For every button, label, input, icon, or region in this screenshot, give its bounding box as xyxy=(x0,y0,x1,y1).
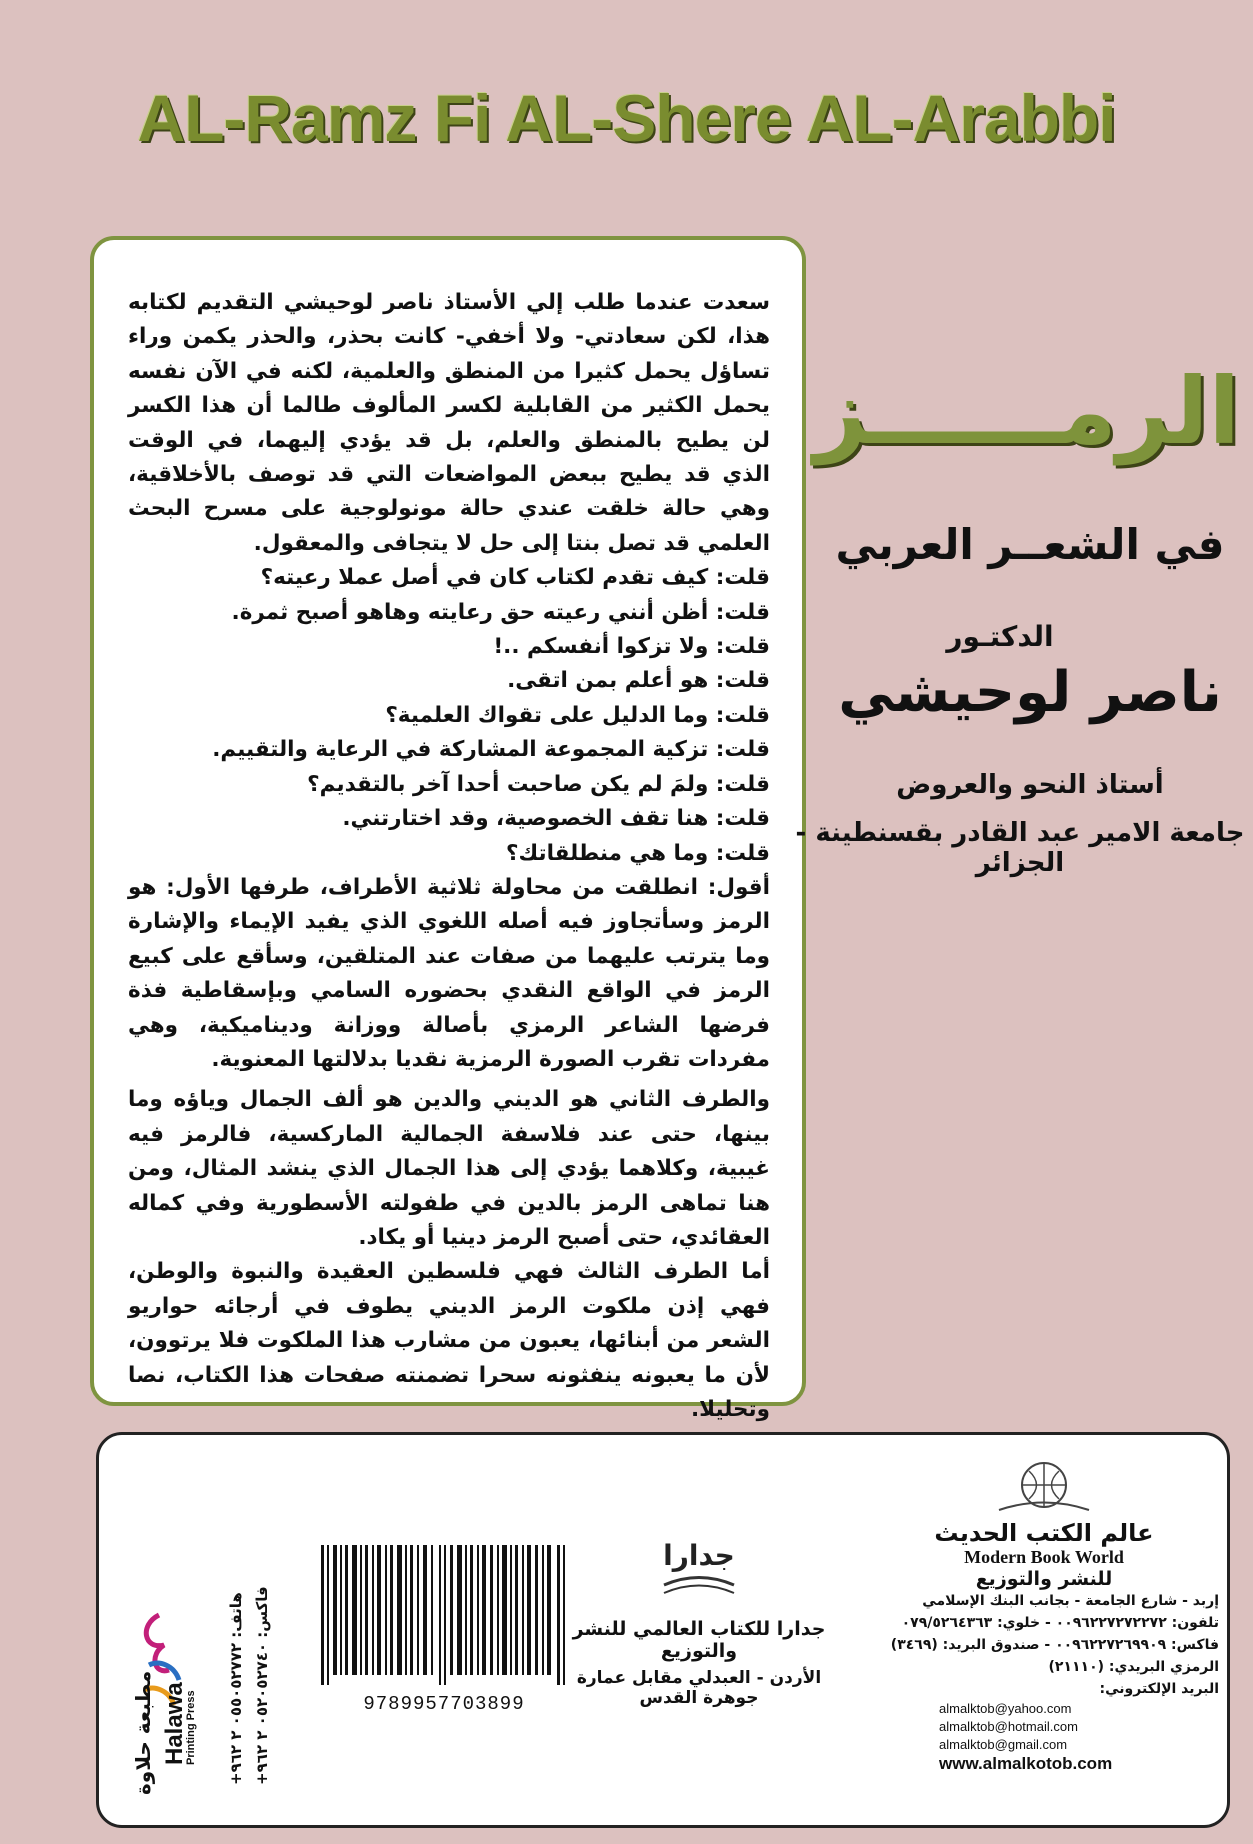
jadara-block xyxy=(549,1515,849,1708)
printer-name-ar: مطبعة حلاوة xyxy=(131,1670,155,1795)
isbn-number: 9789957703899 xyxy=(363,1693,525,1715)
latin-title: AL-Ramz Fi AL-Shere AL-Arabbi xyxy=(137,81,1116,155)
dialogue-line: قلت: أظن أنني رعيته حق رعايته وهاهو أصبح ثمرة. xyxy=(231,599,770,625)
dialogue-line: قلت: هنا تقف الخصوصية، وقد اختارتني. xyxy=(342,806,770,832)
dialogue-line: قلت: وما الدليل على تقواك العلمية؟ xyxy=(385,702,770,728)
footer-box xyxy=(96,1432,1230,1828)
publisher-email[interactable]: almalktob@yahoo.com xyxy=(939,1701,1072,1716)
publisher-logo xyxy=(869,1455,1219,1547)
publisher-block xyxy=(869,1455,1219,1774)
publisher-postal: الرمزي البريدي: (٢١١١٠) xyxy=(1048,1659,1219,1675)
publisher-email[interactable]: almalktob@gmail.com xyxy=(939,1737,1068,1752)
publisher-phone: تلفون: ٠٠٩٦٢٢٧٢٧٢٢٧٢ - خلوي: ٠٧٩/٥٢٦٤٣٦٣ xyxy=(901,1615,1219,1631)
author-name: ناصر لوحيشي xyxy=(838,660,1222,725)
printer-fax: فاكس: ٠٥٢٠٥٢٧٤٠ ٢ ٩٦٢+ xyxy=(253,1586,271,1785)
publisher-address: إربد - شارع الجامعة - بجانب البنك الإسلامي xyxy=(922,1593,1219,1609)
publisher-fax: فاكس: ٠٠٩٦٢٢٧٢٦٩٩٠٩ - صندوق البريد: (٣٤٦٩) xyxy=(890,1637,1219,1653)
dialogue-line: قلت: تزكية المجموعة المشاركة في الرعاية والتقييم. xyxy=(212,737,770,763)
jadara-name: جدارا للكتاب العالمي للنشر والتوزيع xyxy=(572,1618,826,1662)
publisher-email-label: البريد الإلكتروني: xyxy=(1099,1681,1219,1697)
printer-phone: هاتف: ٠٥٥٠٥٢٧٧٢ ٢ ٩٦٢+ xyxy=(227,1592,245,1785)
author-label: الدكتـور xyxy=(946,620,1054,653)
publisher-email[interactable]: almalktob@hotmail.com xyxy=(939,1719,1078,1734)
publisher-tagline: للنشر والتوزيع xyxy=(975,1568,1113,1590)
blurb-paragraph-3: أما الطرف الثالث فهي فلسطين العقيدة والنبوة والوطن، فهي إذن ملكوت الرمز الديني يطوف في أرجائه حواريو الشعر من أبنائها، يعبون من مشارب هذا الملكوت فلا يرتوون، لأن ما يعبونه ينفثونه سحرا تضمنته صفحات هذا الكتاب، نصا وتحليلا. xyxy=(128,1259,770,1422)
jadara-logo-text: جدارا xyxy=(663,1539,735,1572)
blurb-paragraph-2: والطرف الثاني هو الديني والدين هو ألف الجمال وياؤه وما بينها، حتى عند فلاسفة الجمالية الماركسية، فالرمز فيه غيبية، وكلاهما يؤدي إلى هذا الجمال الذي ينشد المثال، ومن هنا تماهى الرمز بالدين في طفولته الأسطورية وفي كماله العقائدي، حتى أصبح الرمز دينيا أو يكاد. xyxy=(128,1087,770,1250)
printer-sub: Printing Press xyxy=(185,1690,197,1765)
dialogue-line: قلت: ولمَ لم يكن صاحبت أحدا آخر بالتقديم؟ xyxy=(307,771,770,797)
dialogue-line: قلت: كيف تقدم لكتاب كان في أصل عملا رعيته؟ xyxy=(260,565,770,591)
blurb-paragraph-1: أقول: انطلقت من محاولة ثلاثية الأطراف، طرفها الأول: هو الرمز وسأتجاوز فيه أصله اللغوي الذي يفيد الإيماء والإشارة وما يترتب عليهما من صفات عند المتلقين، وسأقع على كبيع الرمز في الواقع النقدي بحضوره السامي وبإسقاطية فذة فرضها الشاعر الرمزي بأصالة ووزانة وديناميكية، وهي مفردات تقرب الصورة الرمزية نقديا بدلالتها المعنوية. xyxy=(128,874,770,1072)
globe-book-icon xyxy=(989,1455,1099,1515)
jadara-logo-icon xyxy=(644,1515,754,1610)
blurb-box xyxy=(90,236,806,1422)
isbn-barcode xyxy=(319,1545,569,1685)
dialogue-line: قلت: وما هي منطلقاتك؟ xyxy=(506,840,770,866)
printer-name-en: Halawa xyxy=(161,1682,188,1765)
dialogue-line: قلت: هو أعلم بمن اتقى. xyxy=(507,668,770,694)
book-title: الرمــــــز xyxy=(813,358,1240,465)
dialogue-line: قلت: ولا تزكوا أنفسكم ..! xyxy=(493,634,770,660)
author-position: أستاذ النحو والعروض xyxy=(896,770,1164,800)
jadara-address: الأردن - العبدلي مقابل عمارة جوهرة القدس xyxy=(576,1668,822,1708)
book-subtitle: في الشعــر العربي xyxy=(835,520,1225,569)
author-university: جامعة الامير عبد القادر بقسنطينة - الجزائر xyxy=(795,818,1245,878)
publisher-website[interactable]: www.almalkotob.com xyxy=(939,1754,1113,1773)
publisher-name-en: Modern Book World xyxy=(964,1547,1124,1567)
printer-block xyxy=(119,1495,289,1795)
publisher-logo-ar: عالم الكتب الحديث xyxy=(934,1519,1154,1547)
blurb-intro: سعدت عندما طلب إلي الأستاذ ناصر لوحيشي التقديم لكتابه هذا، لكن سعادتي- ولا أخفي- كانت بحذر، والحذر يكمن وراء تساؤل يحمل كثيرا من المنطق والعلمية، لكنه في الآن نفسه يحمل الكثير من القابلية لكسر المألوف طالما أن هذا الكسر لن يطيح بالمنطق والعلم، بل قد يؤدي إليهما، في الوقت الذي قد يطيح ببعض المواضعات التي قد توصف بالأخلاقية، وهي حالة خلقت عندي حالة مونولوجية على مسرح البحث العلمي قد تصل بنتا إلى حل لا يتجافى والمعقول. xyxy=(128,290,770,556)
